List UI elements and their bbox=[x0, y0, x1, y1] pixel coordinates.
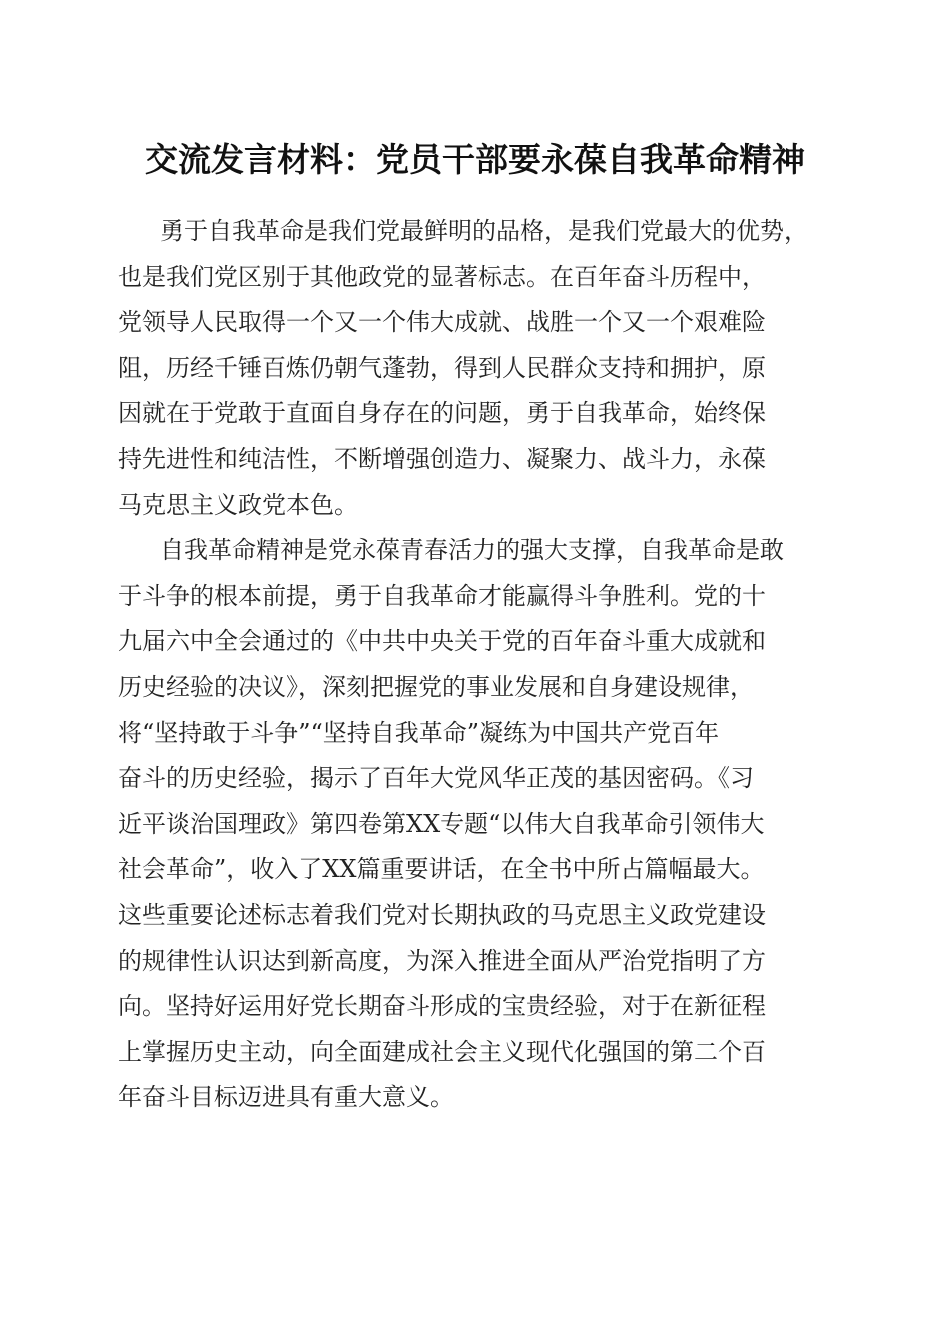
paragraph-line: 勇于自我革命是我们党最鲜明的品格，是我们党最大的优势， bbox=[160, 217, 808, 245]
paragraph-line: 将“坚持敢于斗争”“坚持自我革命”凝练为中国共产党百年 bbox=[118, 718, 720, 747]
paragraph-1 bbox=[118, 209, 838, 528]
paragraph-line: 历史经验的决议》，深刻把握党的事业发展和自身建设规律， bbox=[118, 672, 754, 701]
paragraph-line: 于斗争的根本前提，勇于自我革命才能赢得斗争胜利。党的十 bbox=[118, 581, 766, 610]
paragraph-line: 向。坚持好运用好党长期奋斗形成的宝贵经验，对于在新征程 bbox=[118, 992, 766, 1021]
paragraph-line: 年奋斗目标迈进具有重大意义。 bbox=[118, 1083, 454, 1112]
paragraph-line: 九届六中全会通过的《中共中央关于党的百年奋斗重大成就和 bbox=[118, 627, 766, 656]
paragraph-line: 社会革命”，收入了XX篇重要讲话，在全书中所占篇幅最大。 bbox=[118, 855, 765, 884]
paragraph-line: 持先进性和纯洁性，不断增强创造力、凝聚力、战斗力，永葆 bbox=[118, 444, 766, 473]
document-title: 交流发言材料：党员干部要永葆自我革命精神 bbox=[145, 140, 805, 179]
paragraph-line: 因就在于党敢于直面自身存在的问题，勇于自我革命，始终保 bbox=[118, 399, 766, 428]
paragraph-2 bbox=[118, 528, 838, 1121]
paragraph-line: 奋斗的历史经验，揭示了百年大党风华正茂的基因密码。《习 bbox=[118, 764, 754, 793]
paragraph-line: 党领导人民取得一个又一个伟大成就、战胜一个又一个艰难险 bbox=[118, 308, 766, 337]
document-body bbox=[118, 209, 838, 1121]
paragraph-line: 马克思主义政党本色。 bbox=[118, 490, 358, 519]
paragraph-line: 阻，历经千锤百炼仍朝气蓬勃，得到人民群众支持和拥护，原 bbox=[118, 353, 766, 382]
paragraph-line: 近平谈治国理政》第四卷第XX专题“以伟大自我革命引领伟大 bbox=[118, 809, 765, 838]
paragraph-line: 上掌握历史主动，向全面建成社会主义现代化强国的第二个百 bbox=[118, 1037, 766, 1066]
paragraph-line: 也是我们党区别于其他政党的显著标志。在百年奋斗历程中， bbox=[118, 262, 766, 291]
paragraph-line: 自我革命精神是党永葆青春活力的强大支撑，自我革命是敢 bbox=[160, 536, 784, 565]
paragraph-line: 的规律性认识达到新高度，为深入推进全面从严治党指明了方 bbox=[118, 946, 766, 975]
paragraph-line: 这些重要论述标志着我们党对长期执政的马克思主义政党建设 bbox=[118, 900, 766, 929]
